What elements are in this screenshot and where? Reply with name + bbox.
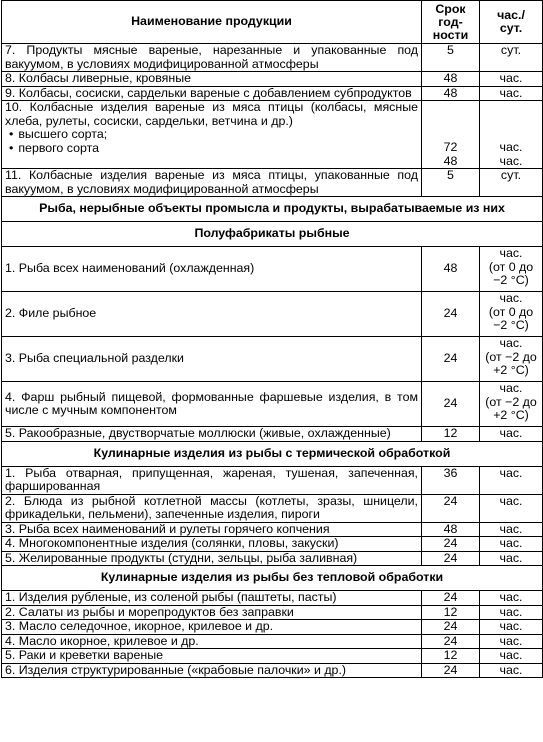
grade-item: • высшего сорта; (19, 128, 418, 142)
unit-line: (от −2 до (485, 394, 537, 409)
table-row (2, 649, 543, 664)
unit-line: (от 0 до (488, 259, 534, 274)
unit-line: час. (499, 381, 523, 395)
grade-value: 72 (443, 140, 458, 154)
table-row (2, 427, 543, 442)
unit-line: −2 °C) (493, 273, 529, 287)
shelf-life-value: 5 (422, 44, 480, 72)
shelf-life-value: 24 (422, 551, 480, 566)
unit-line: (от 0 до (488, 304, 534, 319)
grade-value: 48 (443, 153, 458, 168)
product-name: 4. Многокомпонентные изделия (солянки, пловы, закуски) (2, 537, 422, 552)
header-product-name: Наименование продукции (2, 1, 422, 44)
shelf-life-unit: час. (480, 620, 543, 635)
section-heading: Кулинарные изделия из рыбы без тепловой обработки (2, 566, 543, 591)
table-row (2, 663, 543, 678)
shelf-life-unit: час. (480, 605, 543, 620)
product-name: 11. Колбасные изделия вареные из мяса птицы, упакованные под вакуумом, в условиях модифицированной атмосферы (2, 169, 422, 197)
product-name: 1. Изделия рубленые, из соленой рыбы (паштеты, пасты) (2, 591, 422, 606)
shelf-life-value: 24 (422, 292, 480, 337)
shelf-life-unit: час. (480, 537, 543, 552)
shelf-life-unit: час. (480, 86, 543, 101)
shelf-life-unit: час. (480, 72, 543, 87)
unit-line: час. (499, 336, 523, 350)
grade-unit: час. (499, 153, 523, 168)
header-units-line: сут. (499, 21, 523, 35)
shelf-life-value: 24 (422, 620, 480, 635)
shelf-life-unit: час. (480, 551, 543, 566)
product-name: 9. Колбасы, сосиски, сардельки вареные с добавлением субпродуктов (2, 86, 422, 101)
shelf-life-unit: час. (480, 427, 543, 442)
shelf-life-value: 48 (422, 247, 480, 292)
table-row (2, 382, 543, 427)
unit-line: час. (499, 291, 523, 305)
header-units-line: час./ (497, 8, 525, 22)
table-row (2, 86, 543, 101)
poultry-row-title: 10. Колбасные изделия вареные из мяса птицы (колбасы, мясные хлеба, рулеты, сосиски, сардельки, ветчина и др.) (5, 100, 418, 128)
unit-line: час. (499, 246, 523, 260)
header-shelf-life (422, 1, 480, 44)
product-name (2, 101, 422, 169)
shelf-life-unit: час. (480, 494, 543, 522)
table-row (2, 605, 543, 620)
product-name: 2. Блюда из рыбной котлетной массы (котлеты, зразы, шницели, фрикадельки, пельмени), запеченные изделия, пироги (2, 494, 422, 522)
grade-unit: час. (499, 140, 523, 154)
header-shelf-life-line: ности (432, 27, 469, 42)
shelf-life-value: 48 (422, 522, 480, 537)
table-row (2, 337, 543, 382)
shelf-life-value: 48 (422, 86, 480, 101)
product-name: 5. Ракообразные, двустворчатые моллюски (живые, охлажденные) (2, 427, 422, 442)
shelf-life-value: 36 (422, 466, 480, 494)
section-heading-row (2, 222, 543, 247)
product-name: 2. Салаты из рыбы и морепродуктов без заправки (2, 605, 422, 620)
table-row (2, 72, 543, 87)
product-name: 3. Рыба всех наименований и рулеты горячего копчения (2, 522, 422, 537)
product-name: 2. Филе рыбное (2, 292, 422, 337)
product-name: 5. Желированные продукты (студни, зельцы, рыба заливная) (2, 551, 422, 566)
shelf-life-unit: час. (480, 649, 543, 664)
header-shelf-life-line: Срок (435, 1, 466, 16)
product-name: 7. Продукты мясные вареные, нарезанные и упакованные под вакуумом, в условиях модифицированной атмосферы (2, 44, 422, 72)
shelf-life-table (1, 0, 543, 678)
shelf-life-unit (480, 247, 543, 292)
section-heading-row (2, 197, 543, 222)
shelf-life-value: 12 (422, 605, 480, 620)
table-row (2, 620, 543, 635)
shelf-life-unit (480, 337, 543, 382)
shelf-life-value: 48 (422, 72, 480, 87)
product-name: 3. Рыба специальной разделки (2, 337, 422, 382)
shelf-life-value: 24 (422, 494, 480, 522)
shelf-life-unit: сут. (480, 169, 543, 197)
shelf-life-unit: час. (480, 466, 543, 494)
shelf-life-value: 5 (422, 169, 480, 197)
unit-line: (от −2 до (485, 349, 537, 364)
shelf-life-unit: час. (480, 522, 543, 537)
table-row (2, 44, 543, 72)
shelf-life-value: 24 (422, 382, 480, 427)
unit-line: −2 °C) (493, 318, 529, 332)
shelf-life-value: 24 (422, 663, 480, 678)
section-heading: Полуфабрикаты рыбные (2, 222, 543, 247)
table-row (2, 522, 543, 537)
table-row (2, 494, 543, 522)
unit-line: +2 °C) (493, 363, 529, 377)
shelf-life-value: 24 (422, 591, 480, 606)
shelf-life-value: 24 (422, 337, 480, 382)
shelf-life-unit: час. (480, 663, 543, 678)
table-row (2, 551, 543, 566)
product-name: 3. Масло селедочное, икорное, крилевое и др. (2, 620, 422, 635)
shelf-life-value: 12 (422, 427, 480, 442)
product-name: 6. Изделия структурированные («крабовые палочки» и др.) (2, 663, 422, 678)
table-row (2, 466, 543, 494)
product-name: 4. Масло икорное, крилевое и др. (2, 634, 422, 649)
shelf-life-value (422, 101, 480, 169)
shelf-life-value: 24 (422, 634, 480, 649)
shelf-life-unit: час. (480, 634, 543, 649)
shelf-life-value: 12 (422, 649, 480, 664)
product-name: 8. Колбасы ливерные, кровяные (2, 72, 422, 87)
table-row (2, 247, 543, 292)
header-row (2, 1, 543, 44)
table-row (2, 169, 543, 197)
table-row (2, 537, 543, 552)
shelf-life-value: 24 (422, 537, 480, 552)
table-row (2, 591, 543, 606)
section-heading: Кулинарные изделия из рыбы с термической обработкой (2, 441, 543, 466)
section-heading-row (2, 441, 543, 466)
product-name: 1. Рыба отварная, припущенная, жареная, тушеная, запеченная, фаршированная (2, 466, 422, 494)
grade-item: • первого сорта (19, 142, 418, 156)
shelf-life-unit (480, 292, 543, 337)
header-units (480, 1, 543, 44)
table-row (2, 292, 543, 337)
shelf-life-unit: час. (480, 591, 543, 606)
header-shelf-life-line: год- (438, 14, 463, 29)
product-name: 1. Рыба всех наименований (охлажденная) (2, 247, 422, 292)
shelf-life-unit: сут. (480, 44, 543, 72)
table-row (2, 101, 543, 169)
table-row (2, 634, 543, 649)
product-name: 5. Раки и креветки вареные (2, 649, 422, 664)
product-name: 4. Фарш рыбный пищевой, формованные фаршевые изделия, в том числе с мучным компонентом (2, 382, 422, 427)
section-heading-row (2, 566, 543, 591)
shelf-life-unit (480, 382, 543, 427)
grade-list (5, 128, 418, 155)
shelf-life-unit (480, 101, 543, 169)
unit-line: +2 °C) (493, 408, 529, 422)
section-heading: Рыба, нерыбные объекты промысла и продукты, вырабатываемые из них (2, 197, 543, 222)
